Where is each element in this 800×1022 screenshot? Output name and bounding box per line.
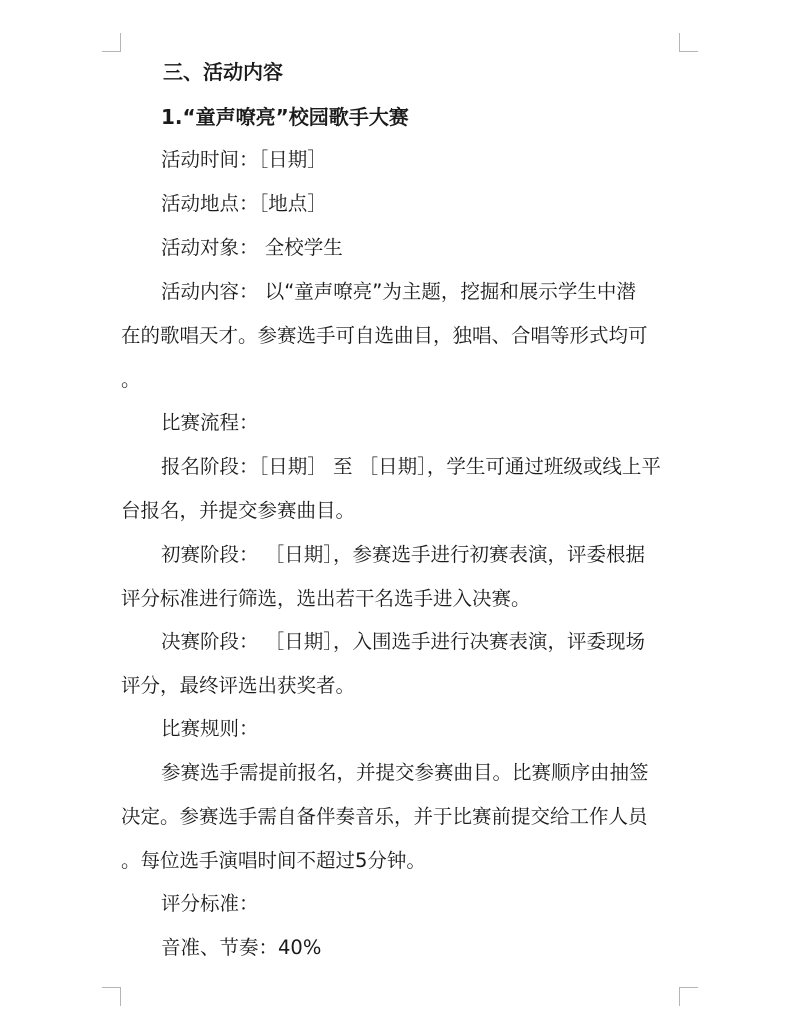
subsection-title: 1.“童声嘹亮”校园歌手大赛 (161, 105, 409, 129)
activity-content-line: 活动内容： 以“童声嘹亮”为主题，挖掘和展示学生中潜 (161, 280, 636, 303)
page-corner-mark (102, 987, 121, 1006)
activity-place: 活动地点：［地点］ (161, 192, 327, 215)
scoring-heading: 评分标准： (161, 892, 259, 915)
prelim-stage-line: 初赛阶段： ［日期］，参赛选手进行初赛表演，评委根据 (161, 543, 645, 566)
activity-content-line: 。 (121, 368, 141, 391)
scoring-item: 音准、节奏：40% (161, 936, 322, 959)
signup-stage-line: 报名阶段：［日期］ 至 ［日期］，学生可通过班级或线上平 (161, 455, 661, 478)
rules-line: 。每位选手演唱时间不超过5分钟。 (121, 849, 426, 872)
prelim-stage-line: 评分标准进行筛选，选出若干名选手进入决赛。 (121, 587, 531, 610)
process-heading: 比赛流程： (161, 411, 259, 434)
rules-line: 参赛选手需提前报名，并提交参赛曲目。比赛顺序由抽签 (161, 761, 649, 784)
activity-time: 活动时间：［日期］ (161, 148, 327, 171)
page-corner-mark (102, 33, 121, 52)
final-stage-line: 决赛阶段： ［日期］，入围选手进行决赛表演，评委现场 (161, 630, 645, 653)
activity-content-line: 在的歌唱天才。参赛选手可自选曲目，独唱、合唱等形式均可 (121, 324, 648, 347)
rules-heading: 比赛规则： (161, 717, 259, 740)
rules-line: 决定。参赛选手需自备伴奏音乐，并于比赛前提交给工作人员 (121, 805, 648, 828)
section-title: 三、活动内容 (163, 60, 283, 84)
signup-stage-line: 台报名，并提交参赛曲目。 (121, 499, 356, 522)
page-corner-mark (679, 987, 698, 1006)
final-stage-line: 评分，最终评选出获奖者。 (121, 674, 356, 697)
activity-target: 活动对象： 全校学生 (161, 236, 343, 259)
page-corner-mark (679, 33, 698, 52)
